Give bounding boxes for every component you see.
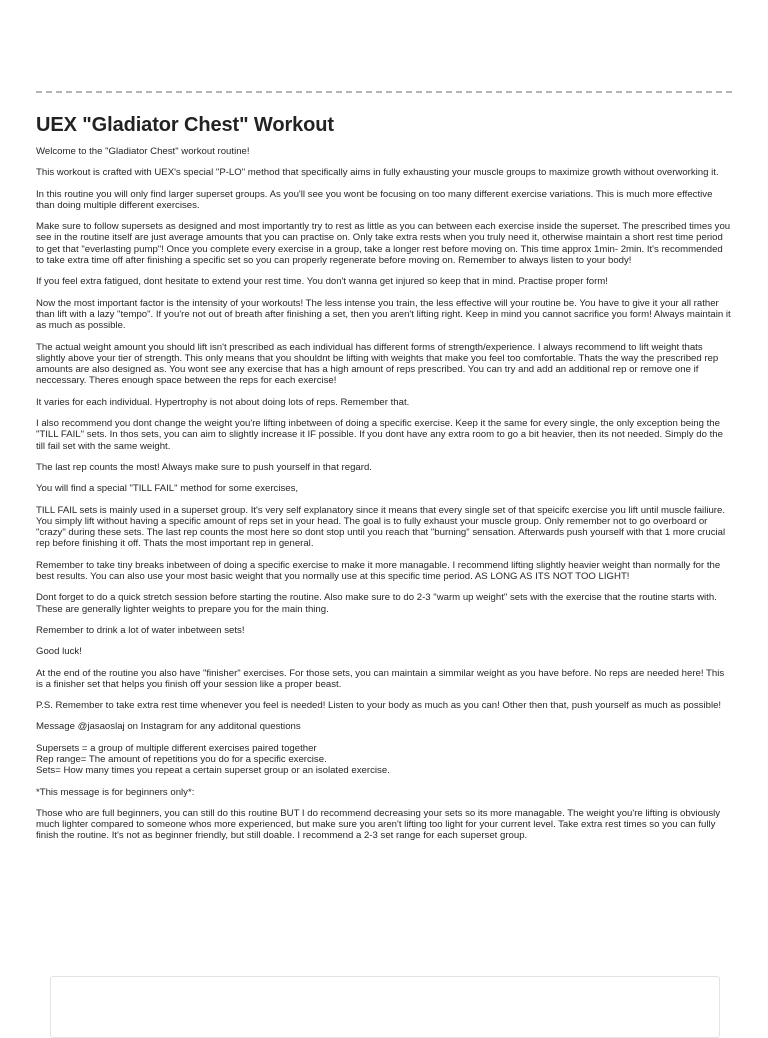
document-body: [36, 112, 733, 852]
paragraph-method: This workout is crafted with UEX's special "P-LO" method that specifically aims in fully exhausting your muscle groups to maximize growth without overworking it.: [36, 167, 719, 179]
paragraph-stretch: Dont forget to do a quick stretch session before starting the routine. Also make sure to do 2-3 "warm up weight" sets with the exercise that the routine starts with. These are generally lighter weights to prepare you for the main thing.: [36, 592, 717, 615]
document-title: UEX "Gladiator Chest" Workout: [36, 114, 334, 136]
paragraph-good-luck: Good luck!: [36, 646, 82, 658]
paragraph-ps: P.S. Remember to take extra rest time whenever you feel is needed! Listen to your body as much as you can! Other then that, push yourself as much as possible!: [36, 700, 722, 712]
paragraph-welcome: Welcome to the "Gladiator Chest" workout routine!: [36, 146, 250, 157]
paragraph-contact: Message @jasaoslaj on Instagram for any additonal questions: [36, 721, 301, 733]
paragraph-tiny-breaks: Remember to take tiny breaks inbetween of doing a specific exercise to make it more managable. I recommend lifting slightly heavier weight than normally for the best results. You can also use your most basic weight that you normally use at this specific time period. AS LONG AS ITS NOT TOO LIGHT!: [36, 559, 721, 583]
paragraph-weight-amount: The actual weight amount you should lift isn't prescribed as each individual has different forms of strength/experience. I always recommend to lift weight thats slightly above your tier of strength. This only means that you shouldnt be lifting with weights that make you feel too comfortable. Thats the way the prescribed rep amounts are also designed as. You wont see any exercise that has a high amount of reps prescribed. You can try and add an additional rep or remove one if neccessary. Theres enough space between the reps for each exercise!: [36, 341, 719, 387]
paragraph-weight-consistency: I also recommend you dont change the weight you're lifting inbetween of doing a specific exercise. Keep it the same for every single, the only exception being the "TILL FAIL" sets. In thos sets, you can aim to slightly increase it IF possible. If you dont have any extra room to go a bit heavier, then its not needed. Simply do the till fail set with the same weight.: [36, 418, 723, 452]
paragraph-intensity: Now the most important factor is the intensity of your workouts! The less intense you train, the less effective will your routine be. You have to give it your all rather than lift with a lazy "tempo". If you're not out of breath after finishing a set, then you aren't lifting right. Keep in mind you cannot sacrifice you form! Always maintain it as much as possible.: [36, 297, 731, 332]
paragraph-till-fail-explained: TILL FAIL sets is mainly used in a superset group. It's very self explanatory since it means that every single set of that speicifc exercise you lift until muscle failiure. You simply lift without having a specific amount of reps set in your head. The goal is to fully exhaust your muscle group. Only remember not to go overboard or "crazy" during these sets. The last rep counts the most here so dont stop until you reach that "burning" sensation. Afterwards push yourself with that 1 more crucial rep before finishing it off. Thats the most important rep in general.: [36, 504, 726, 550]
definition-supersets: Supersets = a group of multiple different exercises paired together: [36, 742, 317, 754]
paragraph-water: Remember to drink a lot of water inbetween sets!: [36, 624, 245, 636]
paragraph-superset-groups: In this routine you will only find larger superset groups. As you'll see you wont be focusing on too many different exercise variations. This is much more effective than doing multiple different exercises.: [36, 188, 713, 211]
bottom-panel: [50, 976, 720, 1038]
paragraph-finisher: At the end of the routine you also have "finisher" exercises. For those sets, you can maintain a simmilar weight as you have before. No reps are needed here! This is a finisher set that helps you finish off your session like a proper beast.: [36, 667, 725, 690]
definition-rep-range: Rep range= The amount of repetitions you do for a specific exercise.: [36, 753, 327, 765]
beginner-note-heading: *This message is for beginners only*:: [36, 786, 195, 798]
section-divider: [36, 91, 732, 93]
paragraph-last-rep: The last rep counts the most! Always make sure to push yourself in that regard.: [36, 461, 372, 473]
paragraph-hypertrophy: It varies for each individual. Hypertrophy is not about doing lots of reps. Remember that.: [36, 396, 410, 408]
paragraph-till-fail-intro: You will find a special "TILL FAIL" method for some exercises,: [36, 483, 299, 495]
definition-sets: Sets= How many times you repeat a certain superset group or an isolated exercise.: [36, 765, 390, 777]
definitions-list: [36, 743, 733, 777]
paragraph-fatigue: If you feel extra fatigued, dont hesitate to extend your rest time. You don't wanna get injured so keep that in mind. Practise proper form!: [36, 276, 608, 288]
paragraph-rest-guidance: Make sure to follow supersets as designed and most importantly try to rest as little as you can between each exercise inside the superset. The prescribed times you see in the routine itself are just average amounts that you can practise on. Only take extra rests when you truly need it, otherwise maintain a short rest time period to get that "everlasting pump"! Once you complete every exercise in a group, take a longer rest before moving on. This time approx 1min- 2min. It's recommended to take extra time off after finishing a specific set so you can properly regenerate before moving on. Remember to always listen to your body!: [36, 221, 731, 267]
paragraph-beginners: Those who are full beginners, you can still do this routine BUT I do recommend decreasing your sets so its more managable. The weight you're lifting is obviously much lighter compared to someone whos more experienced, but make sure you aren't lifting too light for your current level. Take extra rest times so you can fully finish the routine. It's not as beginner friendly, but still doable. I recommend a 2-3 set range for each superset group.: [36, 807, 721, 842]
